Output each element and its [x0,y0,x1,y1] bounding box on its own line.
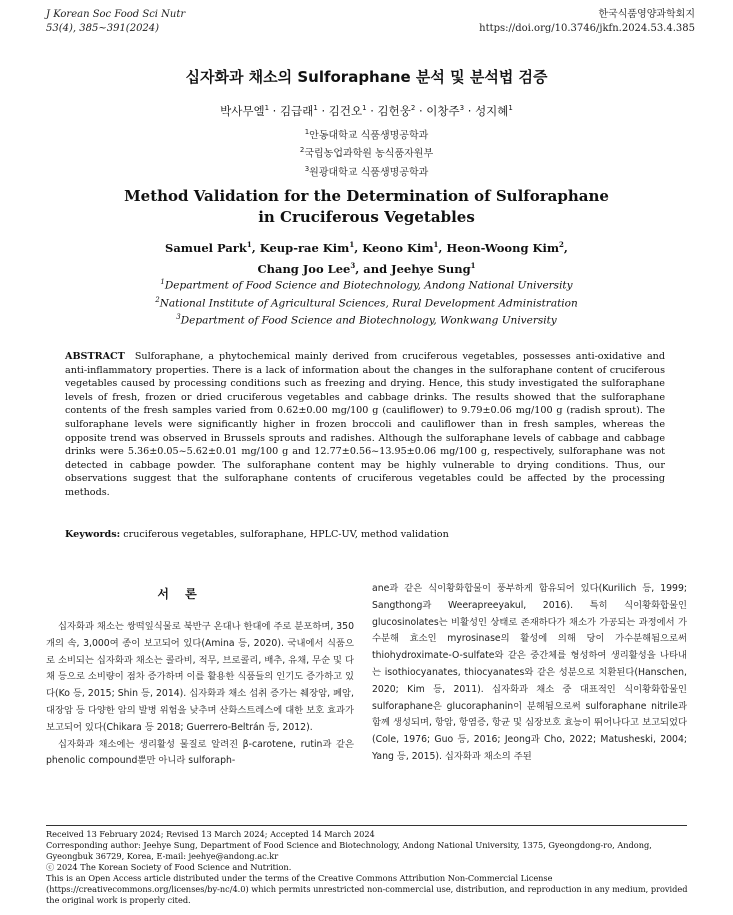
affiliation-text: Department of Food Science and Biotechnology, Wonkwang University [180,314,557,327]
abstract-text: Sulforaphane, a phytochemical mainly derived from cruciferous vegetables, possesses anti-oxidative and anti-inflammatory properties. There is a lack of information about the changes in the sulforaphane content of cruciferous vegetables caused by processing conditions such as freezing and drying. Hence, this study investigated the sulforaphane levels of fresh, frozen or dried cruciferous vegetables and cabbage drinks. The results showed that the sulforaphane contents of the fresh samples varied from 0.62±0.00 mg/100 g (cauliflower) to 9.79±0.06 mg/100 g (radish sprout). The sulforaphane levels were significantly higher in frozen broccoli and cauliflower than in fresh samples, whereas the opposite trend was observed in Brussels sprouts and radishes. Although the sulforaphane levels of cabbage and cabbage drinks were 5.36±0.05~5.62±0.01 mg/100 g and 12.77±0.56~13.95±0.06 mg/100 g, respectively, sulforaphane was not detected in cabbage powder. The sulforaphane content may be highly vulnerable to drying conditions. Thus, our observations suggest that the sulforaphane contents of cruciferous vegetables could be affected by the processing methods. [65,351,665,498]
doi-link[interactable]: https://doi.org/10.3746/jkfn.2024.53.4.385 [479,23,695,34]
author-affiliation-mark: 2 [559,240,564,249]
author-affiliation-mark: 3 [350,260,356,270]
footer-notes [46,829,691,906]
author-name: 김헌웅 [377,104,411,118]
body-paragraph: 십자화과 채소에는 생리활성 물질로 알려진 β-carotene, rutin과 같은 phenolic compound뿐만 아니라 sulforaph- [46,738,354,767]
author-affiliation-mark: 1 [313,104,318,113]
affiliation-text: 안동대학교 식품생명공학과 [309,130,429,142]
affiliation-text: 원광대학교 식품생명공학과 [309,166,429,178]
affiliation-mark: 2 [155,295,160,304]
author-name: Heon-Woong Kim [446,240,560,255]
affiliation-line [0,293,733,311]
author-affiliation-mark: 3 [459,104,465,113]
body-column-left [46,619,354,770]
english-authors-line-1: Samuel Park$^1$, Keup-rae Kim$^1$, Keono Kim$^1$, Heon-Woong Kim$^2$, [165,240,568,255]
author-affiliation-mark: 1 [362,104,367,113]
author-name: Samuel Park [165,240,247,255]
keywords-text: cruciferous vegetables, sulforaphane, HPLC-UV, method validation [123,529,449,540]
english-authors [0,236,733,278]
body-paragraph: ane과 같은 식이황화합물이 풍부하게 함유되어 있다(Kurilich 등, 1999; Sangthong과 Weerapreeyakul, 2016). 특히 식이황화합물인 glucosinolates는 비활성인 상태로 존재하다가 채소가 가공되는 과정에서 가수분해 효소인 myrosinase의 활성에 의해 당이 가수분해됨으로써 thiohydroximate-O-sulfate와 같은 중간체를 형성하여 생리활성을 나타내는 isothiocyanates, thiocyanates와 같은 성분으로 치환된다(Hanschen, 2020; Kim 등, 2011). 십자화과 채소 중 대표적인 식이황화합물인 sulforaphane은 glucoraphanin이 분해됨으로써 sulforaphane nitrile과 함께 생성되며, 항암, 항염증, 항균 및 심장보호 효능이 뛰어나다고 보고되었다(Cole, 1976; Guo 등, 2016; Jeong과 Cho, 2022; Matusheski, 2004; Yang 등, 2015). 십자화과 채소의 주된 [372,583,687,762]
keywords [65,529,665,540]
author-affiliation-mark: 1 [470,260,476,270]
section-heading-introduction: 서 론 [157,587,203,601]
english-title-line-1: Method Validation for the Determination of Sulforaphane [124,187,609,205]
affiliation-text: 국립농업과학원 농식품자원부 [304,148,434,160]
affiliation-mark: 1 [304,128,310,136]
author-affiliation-mark: 2 [410,104,416,113]
running-header-left [46,8,185,36]
body-column-right [372,581,687,766]
author-name: Jeehye Sung [391,261,471,276]
affiliation-mark: 1 [160,278,165,286]
affiliation-mark: 3 [176,313,181,321]
author-affiliation-mark: 1 [246,240,252,249]
author-name: 성지혜 [475,104,509,118]
author-affiliation-mark: 1 [508,104,513,113]
received-dates: Received 13 February 2024; Revised 13 March 2024; Accepted 14 March 2024 [46,829,375,839]
affiliation-text: National Institute of Agricultural Sciences, Rural Development Administration [159,297,578,309]
author-affiliation-mark: 1 [349,240,355,249]
copyright-line: ⓒ 2024 The Korean Society of Food Science and Nutrition. [46,862,292,872]
license-text: This is an Open Access article distributed under the terms of the Creative Commons Attribution Non-Commercial License (https://creativecommons.org/licenses/by-nc/4.0) which permits unrestricted non-commercial use, distribution, and reproduction in any medium, provided the original work is properly cited. [46,873,688,905]
author-name: Chang Joo Lee [257,261,351,276]
body-paragraph: 십자화과 채소는 쌍떡잎식물로 북반구 온대나 한대에 주로 분포하며, 350개의 속, 3,000여 종이 보고되어 있다(Amina 등, 2020). 국내에서 식품으로 소비되는 십자화과 채소는 콜라비, 적무, 브로콜리, 배추, 유채, 무순 및 다채 등으로 소비량이 점차 증가하며 이를 활용한 식품들의 인기도 증가하고 있다(Ko 등, 2015; Shin 등, 2014). 십자화과 채소 섭취 증가는 췌장암, 폐암, 대장암 등 다양한 암의 발병 위험을 낮추며 산화스트레스에 대한 보호 효과가 보고되어 있다(Chikara 등 2018; Guerrero-Beltrán 등, 2012). [46,621,354,733]
journal-name: J Korean Soc Food Sci Nutr [46,9,186,20]
volume-pages: 53(4), 385~391(2024) [46,23,160,34]
affiliation-line [0,275,733,293]
footer-divider [46,825,687,826]
affiliation-line [0,310,733,328]
author-name: 이창주 [426,104,460,118]
abstract [65,350,665,500]
affiliation-text: Department of Food Science and Biotechnology, Andong National University [164,279,573,292]
english-title [0,186,733,228]
korean-affiliations [0,125,733,180]
author-affiliation-mark: 1 [264,104,270,113]
affiliation-line [0,125,733,143]
english-authors-line-2: Chang Joo Lee$^3$, and Jeehye Sung$^1$ [257,260,476,276]
keywords-label: Keywords: [65,529,121,540]
english-affiliations [0,275,733,328]
author-name: Keono Kim [362,240,434,255]
author-name: 김급래 [280,104,314,118]
affiliation-mark: 2 [299,146,305,155]
korean-title: 십자화과 채소의 Sulforaphane 분석 및 분석법 검증 [185,68,548,86]
korean-authors: 박사무엘$^1$ · 김급래$^1$ · 김건오$^1$ · 김헌웅$^2$ · 이창주$^3$ · 성지혜$^1$ [220,104,513,118]
affiliation-line [0,143,733,161]
corresponding-author: Corresponding author: Jeehye Sung, Department of Food Science and Biotechnology, Andong National University, 1375, Gyeongdong-ro, Andong, Gyeongbuk 36729, Korea, E-mail: jeehye@andong.ac.kr [46,840,652,861]
running-header-right [479,8,695,36]
author-name: 김건오 [328,104,363,118]
affiliation-mark: 3 [304,164,310,173]
author-name: Keup-rae Kim [259,240,350,255]
author-name: 박사무엘 [220,104,265,118]
english-title-line-2: in Cruciferous Vegetables [258,208,475,226]
abstract-label: ABSTRACT [65,351,125,362]
author-affiliation-mark: 1 [433,240,439,249]
affiliation-line [0,162,733,180]
society-name: 한국식품영양과학회지 [598,9,695,20]
